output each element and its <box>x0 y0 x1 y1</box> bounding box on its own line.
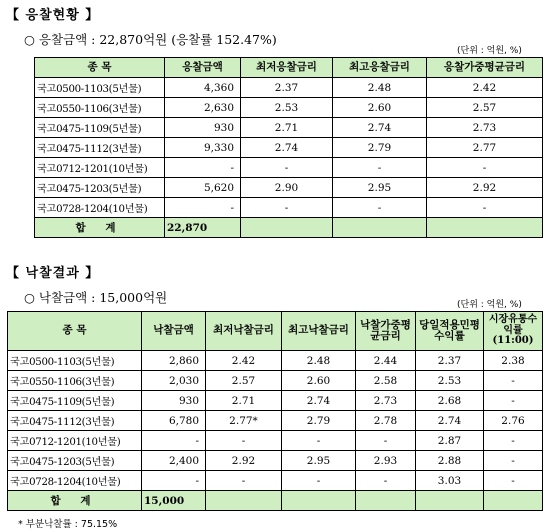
section1-title: 【 응찰현황 】 <box>6 8 100 23</box>
value-cell: 2.74 <box>416 411 484 431</box>
value-cell: 2.74 <box>333 118 427 138</box>
bond-name-cell: 국고0728-1204(10년물) <box>35 198 165 218</box>
value-cell: 6,780 <box>142 411 206 431</box>
value-cell: 2.53 <box>241 98 333 118</box>
value-cell: 2.42 <box>206 351 282 371</box>
value-cell: - <box>427 158 543 178</box>
value-cell: 2.92 <box>206 451 282 471</box>
bond-name-cell: 국고0475-1112(3년물) <box>8 411 142 431</box>
value-cell: - <box>484 391 543 411</box>
table-row <box>35 158 543 178</box>
header-cell: 최저응찰금리 <box>241 58 333 78</box>
bond-name-cell: 국고0550-1106(3년물) <box>8 371 142 391</box>
table-row <box>8 351 543 371</box>
header-cell: 최저낙찰금리 <box>206 312 282 351</box>
bond-name-cell: 국고0475-1203(5년물) <box>8 451 142 471</box>
table-row <box>35 138 543 158</box>
value-cell: 2.48 <box>282 351 356 371</box>
value-cell: 2.37 <box>241 78 333 98</box>
value-cell: 930 <box>165 118 241 138</box>
header-cell: 낙찰금액 <box>142 312 206 351</box>
value-cell: 2.78 <box>356 411 416 431</box>
total-value <box>356 491 416 511</box>
total-value <box>282 491 356 511</box>
bond-name-cell: 국고0712-1201(10년물) <box>8 431 142 451</box>
value-cell: - <box>165 158 241 178</box>
bond-name-cell: 국고0728-1204(10년물) <box>8 471 142 491</box>
value-cell: - <box>427 198 543 218</box>
table-row <box>35 98 543 118</box>
header-cell: 최고응찰금리 <box>333 58 427 78</box>
table-row <box>35 198 543 218</box>
value-cell: - <box>484 371 543 391</box>
table-row <box>35 118 543 138</box>
value-cell: - <box>241 198 333 218</box>
value-cell: - <box>206 471 282 491</box>
value-cell: - <box>165 198 241 218</box>
value-cell: 2.57 <box>206 371 282 391</box>
value-cell: 2,030 <box>142 371 206 391</box>
table-header-row <box>8 312 543 351</box>
value-cell: - <box>484 451 543 471</box>
total-value <box>427 218 543 238</box>
value-cell: 2.44 <box>356 351 416 371</box>
total-value: 15,000 <box>142 491 206 511</box>
bond-name-cell: 국고0475-1109(5년물) <box>35 118 165 138</box>
header-cell: 당일적용민평수익률 <box>416 312 484 351</box>
value-cell: - <box>282 431 356 451</box>
value-cell: 2.60 <box>333 98 427 118</box>
bond-name-cell: 국고0500-1103(5년물) <box>8 351 142 371</box>
value-cell: 2.68 <box>416 391 484 411</box>
bond-name-cell: 국고0550-1106(3년물) <box>35 98 165 118</box>
section2-title: 【 낙찰결과 】 <box>6 266 100 281</box>
value-cell: 9,330 <box>165 138 241 158</box>
value-cell: 2.71 <box>241 118 333 138</box>
value-cell: 2.74 <box>282 391 356 411</box>
table-row <box>8 391 543 411</box>
value-cell: 2.87 <box>416 431 484 451</box>
value-cell: 2,630 <box>165 98 241 118</box>
value-cell: 2.38 <box>484 351 543 371</box>
value-cell: 2.60 <box>282 371 356 391</box>
value-cell: - <box>356 431 416 451</box>
total-value <box>484 491 543 511</box>
value-cell: - <box>241 158 333 178</box>
value-cell: - <box>282 471 356 491</box>
table-row <box>8 431 543 451</box>
value-cell: 3.03 <box>416 471 484 491</box>
value-cell: 2.57 <box>427 98 543 118</box>
value-cell: 2.71 <box>206 391 282 411</box>
value-cell: - <box>484 431 543 451</box>
table-row <box>8 411 543 431</box>
value-cell: - <box>333 198 427 218</box>
award-result-table <box>7 311 543 511</box>
total-value <box>206 491 282 511</box>
total-label: 합 계 <box>8 491 142 511</box>
value-cell: - <box>356 471 416 491</box>
value-cell: 2.42 <box>427 78 543 98</box>
table-row <box>8 451 543 471</box>
section2-summary: ○ 낙찰금액 : 15,000억원 <box>24 290 168 305</box>
bond-name-cell: 국고0475-1109(5년물) <box>8 391 142 411</box>
value-cell: 2.37 <box>416 351 484 371</box>
value-cell: 2.92 <box>427 178 543 198</box>
value-cell: - <box>142 471 206 491</box>
table-row <box>35 78 543 98</box>
value-cell: 930 <box>142 391 206 411</box>
header-cell: 응찰가중평균금리 <box>427 58 543 78</box>
table-row <box>8 471 543 491</box>
value-cell: 2,400 <box>142 451 206 471</box>
total-row <box>8 491 543 511</box>
header-cell: 종 목 <box>8 312 142 351</box>
value-cell: 2.93 <box>356 451 416 471</box>
bond-name-cell: 국고0475-1203(5년물) <box>35 178 165 198</box>
value-cell: - <box>142 431 206 451</box>
total-label: 합 계 <box>35 218 165 238</box>
value-cell: 2.73 <box>427 118 543 138</box>
header-cell: 최고낙찰금리 <box>282 312 356 351</box>
value-cell: 2,860 <box>142 351 206 371</box>
total-value <box>333 218 427 238</box>
header-cell: 종 목 <box>35 58 165 78</box>
table-header-row <box>35 58 543 78</box>
header-cell: 응찰금액 <box>165 58 241 78</box>
total-value: 22,870 <box>165 218 241 238</box>
value-cell: 2.88 <box>416 451 484 471</box>
value-cell: 5,620 <box>165 178 241 198</box>
total-value <box>416 491 484 511</box>
section2-unit: (단위 : 억원, %) <box>457 300 522 310</box>
bond-name-cell: 국고0475-1112(3년물) <box>35 138 165 158</box>
table-row <box>8 371 543 391</box>
value-cell: - <box>484 471 543 491</box>
section1-summary: ○ 응찰금액 : 22,870억원 (응찰률 152.47%) <box>24 32 277 47</box>
value-cell: 2.90 <box>241 178 333 198</box>
value-cell: 2.73 <box>356 391 416 411</box>
value-cell: 2.58 <box>356 371 416 391</box>
value-cell: 2.53 <box>416 371 484 391</box>
value-cell: 2.48 <box>333 78 427 98</box>
value-cell: 2.77* <box>206 411 282 431</box>
table-row <box>35 178 543 198</box>
total-value <box>241 218 333 238</box>
total-row <box>35 218 543 238</box>
value-cell: 2.95 <box>333 178 427 198</box>
partial-award-note: * 부분낙찰률 : 75.15% <box>18 519 118 530</box>
bond-name-cell: 국고0712-1201(10년물) <box>35 158 165 178</box>
section1-unit: (단위 : 억원, %) <box>457 46 522 56</box>
value-cell: 2.95 <box>282 451 356 471</box>
value-cell: 2.79 <box>282 411 356 431</box>
value-cell: 2.74 <box>241 138 333 158</box>
value-cell: 4,360 <box>165 78 241 98</box>
value-cell: 2.79 <box>333 138 427 158</box>
bond-name-cell: 국고0500-1103(5년물) <box>35 78 165 98</box>
value-cell: - <box>206 431 282 451</box>
value-cell: 2.76 <box>484 411 543 431</box>
bid-status-table <box>34 57 543 238</box>
value-cell: - <box>333 158 427 178</box>
value-cell: 2.77 <box>427 138 543 158</box>
header-cell: 시장유통수익률(11:00) <box>484 312 543 351</box>
header-cell: 낙찰가중평균금리 <box>356 312 416 351</box>
